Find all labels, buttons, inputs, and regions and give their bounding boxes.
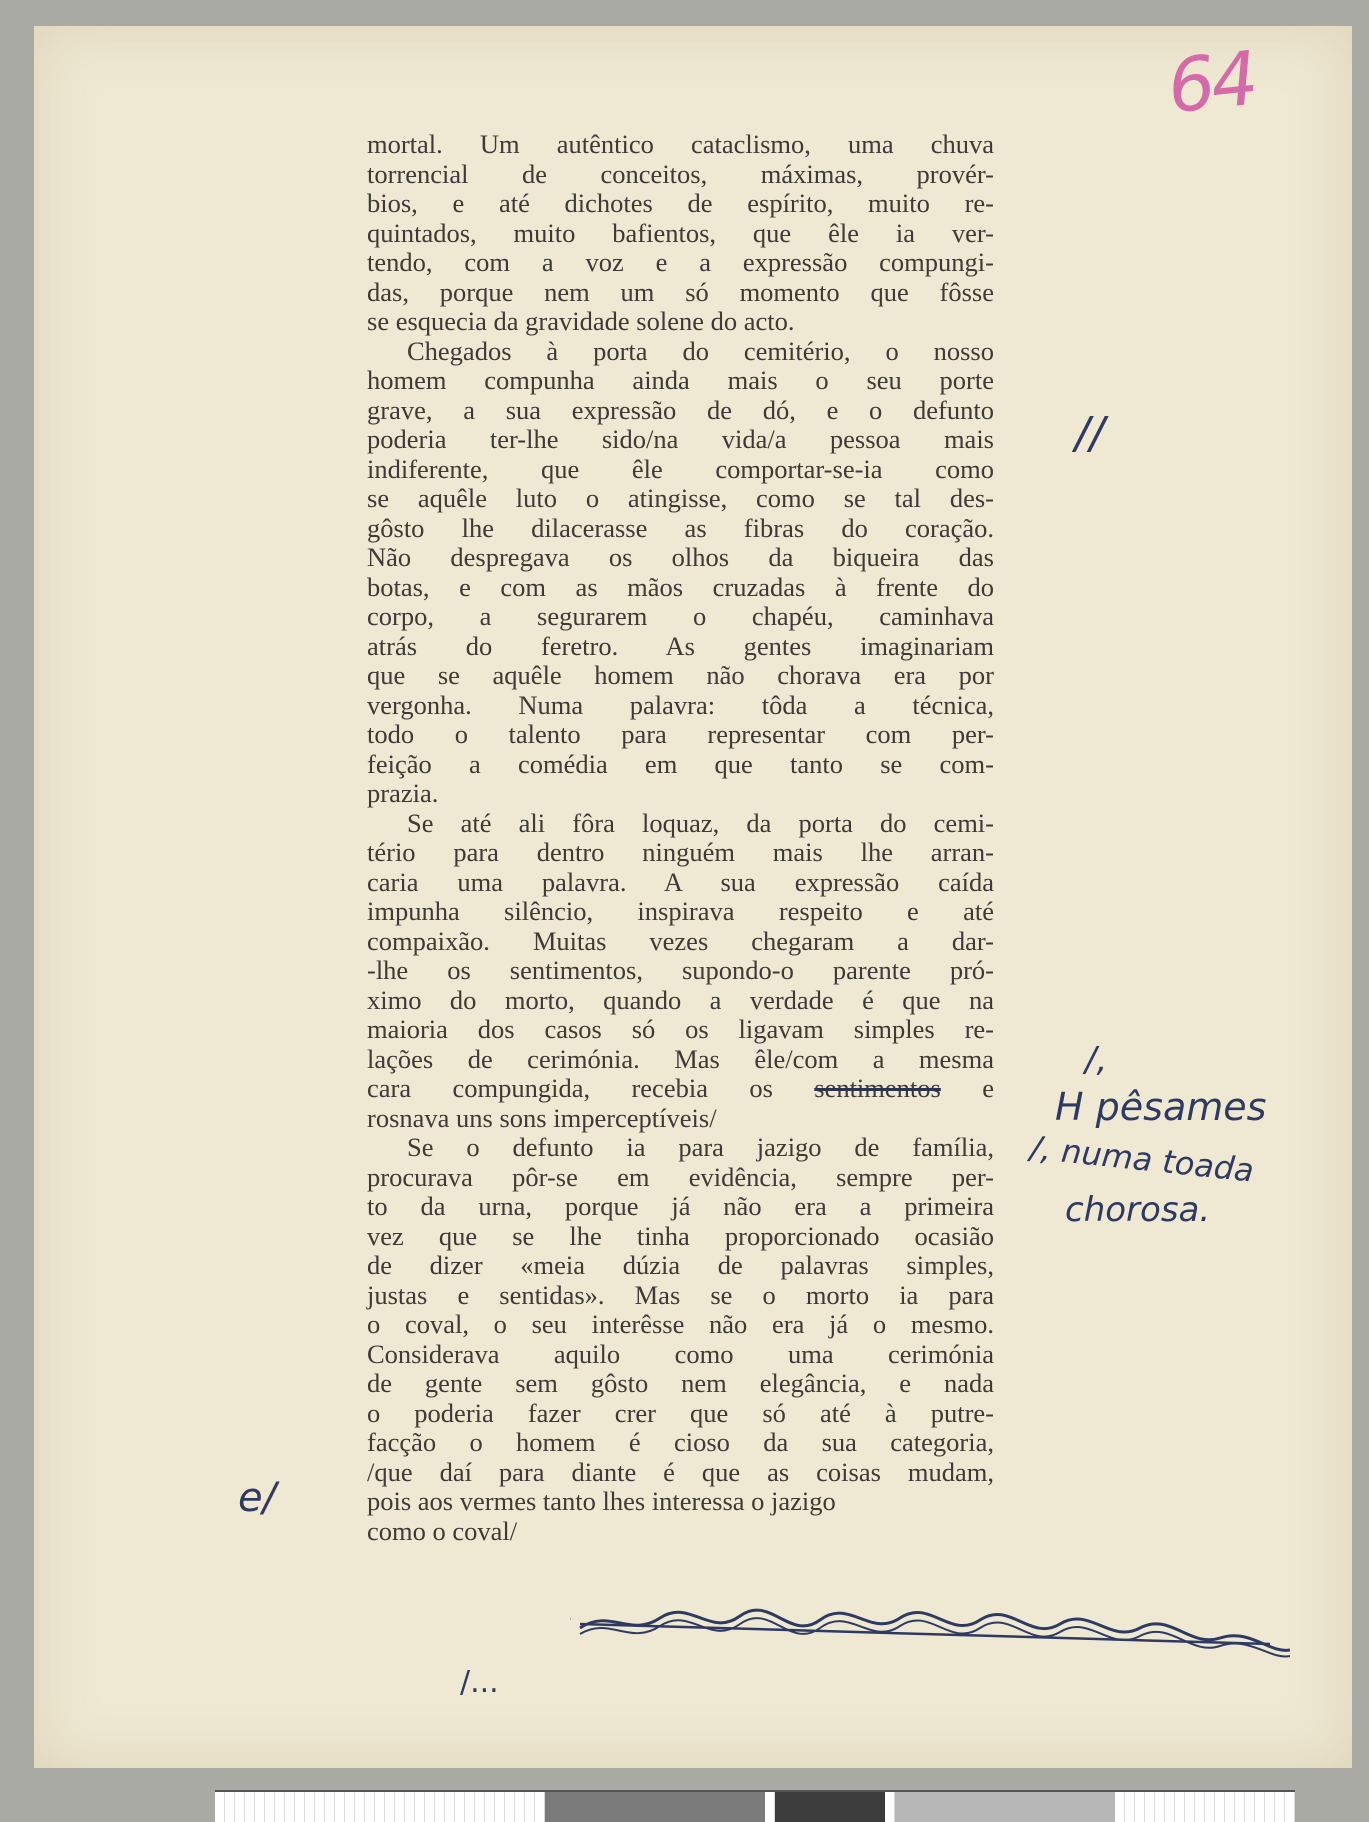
- text-line: feição a comédia em que tanto se com-: [367, 748, 994, 779]
- margin-annotation: H pêsames: [1055, 1085, 1267, 1129]
- text-line: facção o homem é cioso da sua categoria,: [367, 1427, 994, 1457]
- text-line: Chegados à porta do cemitério, o nosso: [407, 335, 994, 366]
- text-line: das, porque nem um só momento que fôsse: [367, 276, 994, 307]
- page-number: 64: [1163, 35, 1259, 131]
- margin-annotation: /,: [1085, 1040, 1108, 1080]
- text-line: se esquecia da gravidade solene do acto.: [367, 306, 795, 336]
- text-line: tendo, com a voz e a expressão compungi-: [367, 247, 994, 277]
- text-line: /que daí para diante é que as coisas mudam,: [367, 1456, 994, 1487]
- text-line: Não despregava os olhos da biqueira das: [367, 542, 994, 572]
- text-line: indiferente, que êle comportar-se-ia como: [367, 453, 994, 484]
- text-line: prazia.: [367, 778, 439, 808]
- text-fragment: cara compungida, recebia os: [367, 1073, 815, 1103]
- margin-annotation: chorosa.: [1065, 1190, 1211, 1230]
- text-line: de dizer «meia dúzia de palavras simples,: [367, 1250, 994, 1280]
- text-line: tério para dentro ninguém mais lhe arran-: [367, 837, 994, 867]
- text-line: o coval, o seu interêsse não era já o mesmo.: [367, 1309, 994, 1339]
- text-line: poderia ter-lhe sido/na vida/a pessoa mais: [367, 424, 994, 454]
- text-line: Se o defunto ia para jazigo de família,: [407, 1132, 994, 1162]
- text-line: maioria dos casos só os ligavam simples re-: [367, 1014, 994, 1044]
- scale-ruler: [215, 1790, 1295, 1822]
- text-line: quintados, muito bafientos, que êle ia ver-: [367, 217, 994, 248]
- text-line: caria uma palavra. A sua expressão caída: [367, 866, 994, 897]
- text-line: rosnava uns sons imperceptíveis/: [367, 1102, 717, 1133]
- text-line: Considerava aquilo como uma cerimónia: [367, 1338, 994, 1369]
- text-fragment: e: [940, 1073, 994, 1103]
- text-line: lações de cerimónia. Mas êle/com a mesma: [367, 1043, 994, 1074]
- text-line: gôsto lhe dilacerasse as fibras do coração.: [367, 512, 994, 543]
- text-line: botas, e com as mãos cruzadas à frente do: [367, 571, 994, 602]
- text-line: justas e sentidas». Mas se o morto ia para: [367, 1279, 994, 1310]
- text-line: todo o talento para representar com per-: [367, 719, 994, 749]
- margin-annotation: //: [1075, 408, 1105, 459]
- paragraph-2: [367, 337, 994, 809]
- paragraph-3: [367, 809, 994, 1075]
- text-line: como o coval/: [367, 1515, 518, 1546]
- text-line: vez que se lhe tinha proporcionado ocasião: [367, 1220, 994, 1251]
- margin-annotation: /, numa toada: [1028, 1128, 1256, 1190]
- text-line: impunha silêncio, inspirava respeito e até: [367, 896, 994, 926]
- text-line: atrás do feretro. As gentes imaginariam: [367, 630, 994, 661]
- text-line: homem compunha ainda mais o seu porte: [367, 365, 994, 395]
- text-line: compaixão. Muitas vezes chegaram a dar-: [367, 925, 994, 956]
- text-line: -lhe os sentimentos, supondo-o parente pró-: [367, 955, 994, 985]
- paragraph-1: [367, 130, 994, 337]
- text-line: grave, a sua expressão de dó, e o defunto: [367, 394, 994, 425]
- handwritten-ellipsis: /...: [460, 1665, 499, 1700]
- paragraph-4: [367, 1133, 994, 1517]
- text-line: se aquêle luto o atingisse, como se tal des-: [367, 483, 994, 513]
- text-line: procurava pôr-se em evidência, sempre per-: [367, 1161, 994, 1192]
- typed-text-body: [367, 130, 994, 1546]
- text-line: pois aos vermes tanto lhes interessa o jazigo: [367, 1486, 836, 1516]
- text-line: vergonha. Numa palavra: tôda a técnica,: [367, 689, 994, 720]
- text-line: to da urna, porque já não era a primeira: [367, 1191, 994, 1221]
- text-line: mortal. Um autêntico cataclismo, uma chuva: [367, 129, 994, 159]
- text-line: de gente sem gôsto nem elegância, e nada: [367, 1368, 994, 1398]
- text-line: o poderia fazer crer que só até à putre-: [367, 1397, 994, 1428]
- text-line: corpo, a segurarem o chapéu, caminhava: [367, 601, 994, 631]
- text-line: bios, e até dichotes de espírito, muito re-: [367, 188, 994, 218]
- text-line: ximo do morto, quando a verdade é que na: [367, 984, 994, 1015]
- text-line: Se até ali fôra loquaz, da porta do cemi-: [407, 807, 994, 838]
- text-line: torrencial de conceitos, máximas, provér-: [367, 158, 994, 189]
- margin-annotation: e/: [238, 1475, 277, 1521]
- handwritten-scribble: [570, 1598, 1290, 1668]
- text-line: que se aquêle homem não chorava era por: [367, 660, 994, 690]
- struck-word: sentimentos: [814, 1073, 941, 1103]
- text-line-struck: [367, 1074, 994, 1104]
